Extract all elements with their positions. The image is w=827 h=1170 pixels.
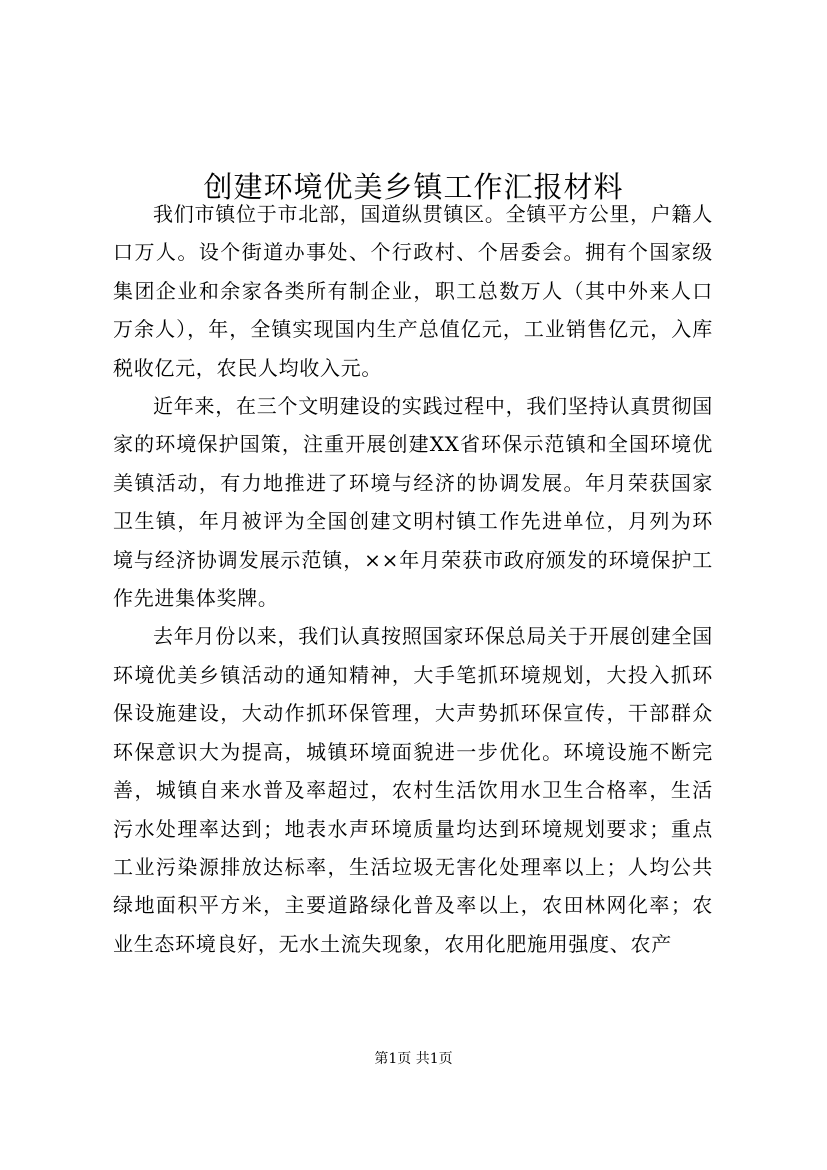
document-body xyxy=(113,195,713,1035)
document-title: 创建环境优美乡镇工作汇报材料 xyxy=(203,170,624,205)
paragraph-3: 去年月份以来，我们认真按照国家环保总局关于开展创建全国环境优美乡镇活动的通知精神，大手笔抓环境规划，大投入抓环保设施建设，大动作抓环保管理，大声势抓环保宣传，干部群众环保意识大为提高，城镇环境面貌进一步优化。环境设施不断完善，城镇自来水普及率超过，农村生活饮用水卫生合格率，生活污水处理率达到；地表水声环境质量均达到环境规划要求；重点工业污染源排放达标率，生活垃圾无害化处理率以上；人均公共绿地面积平方米，主要道路绿化普及率以上，农田林网化率；农业生态环境良好，无水土流失现象，农用化肥施用强度、农产 xyxy=(113,624,713,956)
paragraph-1: 我们市镇位于市北部，国道纵贯镇区。全镇平方公里，户籍人口万人。设个街道办事处、个行政村、个居委会。拥有个国家级集团企业和余家各类所有制企业，职工总数万人（其中外来人口万余人），年，全镇实现国内生产总值亿元，工业销售亿元，入库税收亿元，农民人均收入元。 xyxy=(113,202,713,380)
page-footer: 第1页 共1页 xyxy=(374,1051,453,1067)
paragraph-2: 近年来，在三个文明建设的实践过程中，我们坚持认真贯彻国家的环境保护国策，注重开展创建XX省环保示范镇和全国环境优美镇活动，有力地推进了环境与经济的协调发展。年月荣获国家卫生镇，年月被评为全国创建文明村镇工作先进单位，月列为环境与经济协调发展示范镇，××年月荣获市政府颁发的环境保护工作先进集体奖牌。 xyxy=(113,394,713,611)
